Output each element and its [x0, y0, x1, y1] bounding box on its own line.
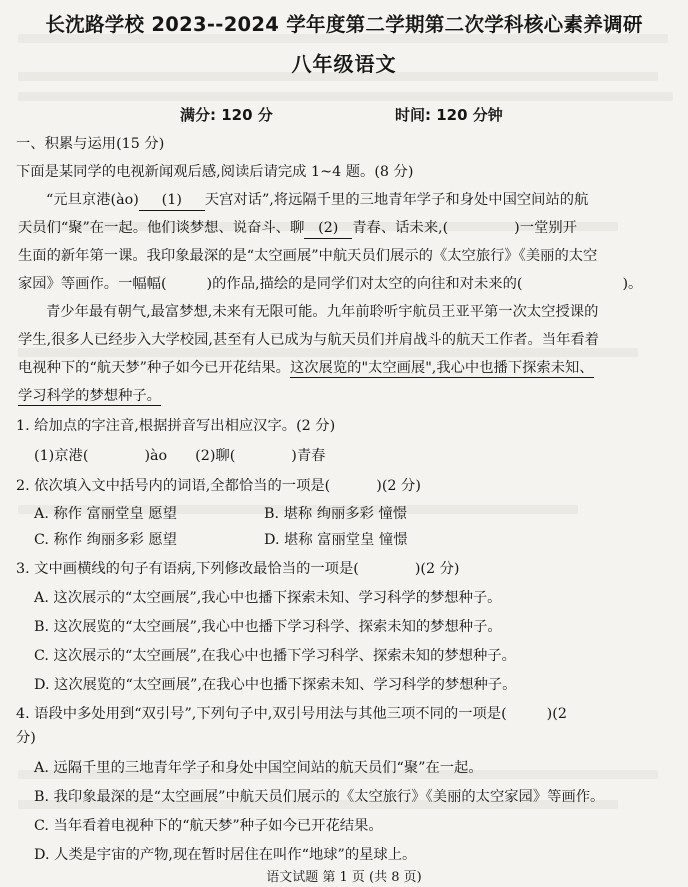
q2-row-2	[34, 530, 408, 550]
option-b: B. 堪称 绚丽多彩 憧憬	[264, 506, 408, 522]
option-a: A. 这次展示的“太空画展”,我心中也播下探索未知、学习科学的梦想种子。	[34, 590, 502, 606]
exam-subtitle: 八年级语文	[291, 52, 397, 76]
q2-stem-end: )(2 分)	[376, 478, 421, 494]
passage-text: )。	[622, 276, 643, 292]
q1-item-2-end: )青春	[291, 448, 326, 464]
q1-item-1-end: )ào	[144, 448, 168, 464]
option-d: D. 这次展览的“太空画展”,在我心中也播下探索未知、学习科学的梦想种子。	[34, 677, 517, 693]
option-d: D. 人类是宇宙的产物,现在暂时居住在叫作“地球”的星球上。	[34, 847, 417, 863]
option-c: C. 这次展示的“太空画展”,在我心中也播下学习科学、探索未知的梦想种子。	[34, 648, 516, 664]
question-1-stem: 1. 给加点的字注音,根据拼音写出相应汉字。(2 分)	[16, 418, 336, 434]
passage-text: “元旦京港(ào)	[46, 192, 139, 208]
passage-line	[18, 386, 161, 406]
passage-text: 学生,很多人已经步入大学校园,甚至有人已成为与航天员们并肩战斗的航天工作者。当年看着	[18, 332, 599, 348]
passage-line	[18, 330, 599, 350]
passage-line	[18, 274, 642, 294]
q4-stem-text: 4. 语段中多处用到“双引号”,下列句子中,双引号用法与其他三项不同的一项是(	[16, 706, 507, 722]
question-2-stem	[16, 476, 421, 496]
option-d: D. 堪称 富丽堂皇 憧憬	[264, 532, 408, 548]
passage-line	[18, 246, 597, 266]
passage-text: 青春、话未来,(	[352, 220, 449, 236]
question-4-stem	[16, 704, 567, 724]
passage-text: 电视种下的“航天梦”种子如今已开花结果。	[18, 360, 290, 376]
q2-stem-text: 2. 依次填入文中括号内的词语,全都恰当的一项是(	[16, 478, 331, 494]
passage-line	[18, 190, 588, 211]
blank-2: (2)	[304, 218, 352, 239]
passage-text: 生面的新年第一课。我印象最深的是“太空画展”中航天员们展示的《太空旅行》《美丽的太空	[18, 248, 598, 264]
section-intro: 下面是某同学的电视新闻观后感,阅读后请完成 1~4 题。(8 分)	[16, 164, 414, 180]
page-footer: 语文试题 第 1 页 (共 8 页)	[266, 870, 422, 885]
q2-row-1	[34, 504, 407, 524]
q3-stem-text: 3. 文中画横线的句子有语病,下列修改最恰当的一项是(	[16, 561, 359, 577]
passage-line	[18, 218, 577, 239]
exam-title: 长沈路学校 2023--2024 学年度第二学期第二次学科核心素养调研	[45, 13, 643, 36]
option-c: C. 称作 绚丽多彩 愿望	[34, 532, 177, 548]
underlined-sentence: 学习科学的梦想种子。	[18, 388, 161, 404]
q4-stem-continued: 分)	[16, 730, 36, 746]
option-a: A. 称作 富丽堂皇 愿望	[34, 506, 177, 522]
q4-stem-end: )(2	[546, 706, 567, 722]
q3-stem-end: )(2 分)	[414, 561, 460, 577]
passage-text: )一堂别开	[514, 220, 577, 236]
passage-line	[18, 302, 598, 322]
option-b: B. 我印象最深的是“太空画展”中航天员们展示的《太空旅行》《美丽的太空家园》等画作。	[34, 789, 605, 805]
exam-time: 时间: 120 分钟	[395, 106, 503, 124]
passage-text: 家园》等画作。一幅幅(	[18, 276, 167, 292]
section-heading: 一、积累与运用(15 分)	[16, 136, 165, 152]
passage-line	[18, 358, 594, 378]
blank-1: (1)	[139, 190, 205, 211]
question-3-stem	[16, 559, 460, 579]
full-score: 满分: 120 分	[180, 106, 273, 124]
option-c: C. 当年看着电视种下的“航天梦”种子如今已开花结果。	[34, 818, 383, 834]
passage-text: 天宫对话”,将远隔千里的三地青年学子和身处中国空间站的航	[204, 192, 589, 208]
passage-text: 青少年最有朝气,最富梦想,未来有无限可能。九年前聆听宇航员王亚平第一次太空授课的	[46, 304, 599, 320]
underlined-sentence: 这次展览的"太空画展",我心中也播下探索未知、	[289, 360, 594, 376]
passage-text: 天员们“聚”在一起。他们谈梦想、说奋斗、聊	[18, 220, 305, 236]
passage-text: )的作品,描绘的是同学们对太空的向往和对未来的(	[206, 276, 523, 292]
question-1-items	[34, 446, 325, 466]
option-a: A. 远隔千里的三地青年学子和身处中国空间站的航天员们“聚”在一起。	[34, 760, 483, 776]
option-b: B. 这次展览的“太空画展”,我心中也播下学习科学、探索未知的梦想种子。	[34, 619, 502, 635]
q1-item-1: (1)京港(	[34, 448, 89, 464]
q1-item-2: (2)聊(	[195, 448, 236, 464]
